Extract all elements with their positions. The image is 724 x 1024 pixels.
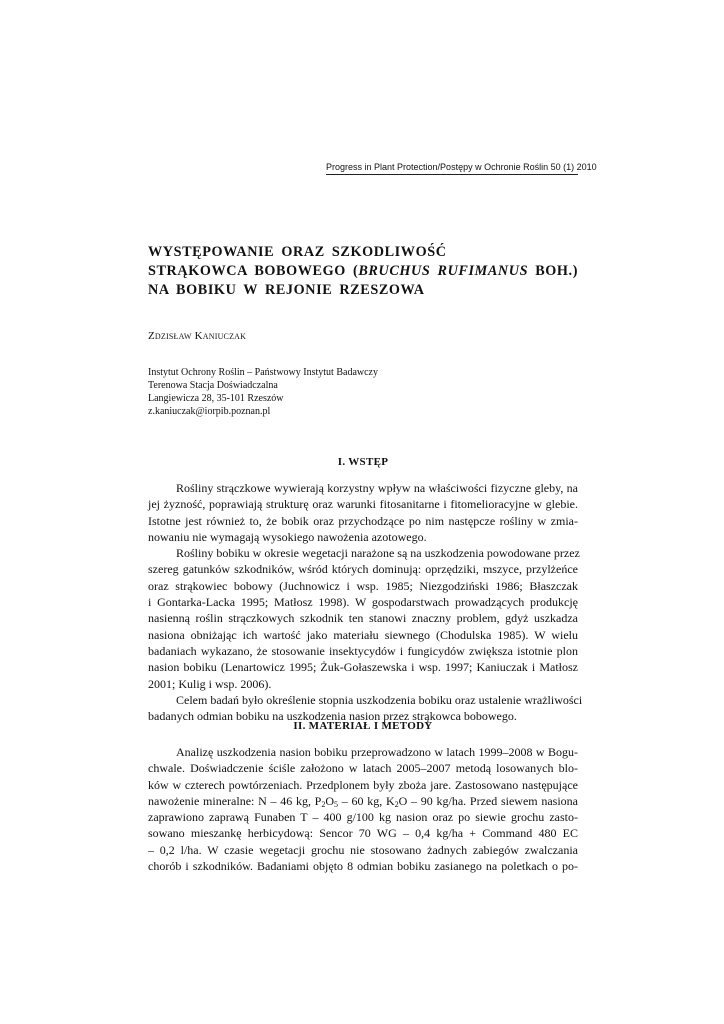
text-line: Istotne jest również to, że bobik oraz przychodzące po nim następcze rośliny w zmia- [148,513,578,528]
text-line: nasion bobiku (Lenartowicz 1995; Żuk-Gołaszewska i wsp. 1997; Kaniuczak i Matłosz [148,660,578,675]
text-line-fertilization: nawożenie mineralne: N – 46 kg, $P_2O_5 - 60$ kg, $K_2O - 90$ kg/ha. Przed siewem nasiona [148,793,578,809]
text-line: i Gontarka-Lacka 1995; Matłosz 1998). W gospodarstwach prowadzących produkcję [148,595,578,610]
section-heading-methods: II. MATERIAŁ I METODY [293,720,433,732]
text-line: Rośliny strączkowe wywierają korzystny wpływ na właściwości fizyczne gleby, na [176,481,578,495]
section-heading-introduction: I. WSTĘP [337,456,389,468]
methods-text [148,744,578,874]
text-line: nasiona obniżając ich wartość jako materiału siewnego (Chodulska 1985). W wielu [148,627,578,642]
introduction-text [148,480,583,724]
paragraph [148,545,578,692]
text-line: ków w czterech powtórzeniach. Przedplonem były zboża jare. Zastosowano następujące [148,777,578,792]
text-line: Rośliny bobiku w okresie wegetacji narażone są na uszkodzenia powodowane przez [176,546,580,561]
text-line: chorób i szkodników. Badaniami objęto 8 odmian bobiku zasianego na poletkach o po- [148,859,578,874]
paragraph [148,480,578,545]
text-line: 2001; Kulig i wsp. 2006). [148,676,272,691]
title-line-2: STRĄKOWCA BOBOWEGO (BRUCHUS RUFIMANUS BOH.) [148,263,579,279]
author-email: z.kaniuczak@iorpib.poznan.pl [148,406,271,417]
text-line: Celem badań było określenie stopnia uszkodzenia bobiku oraz ustalenie wrażliwości [176,692,583,707]
text-line: badaniach wykazano, że stosowanie insektycydów i fungicydów zwiększa istotnie plon [148,643,578,658]
text-line: chwale. Doświadczenie ściśle założono w latach 2005–2007 metodą losowanych blo- [148,761,578,776]
text-line: oraz strąkowiec bobowy (Juchnowicz i wsp. 1985; Niezgodziński 1986; Błaszczak [148,578,578,593]
affiliation-address: Langiewicza 28, 35-101 Rzeszów [148,393,284,404]
author-name: Zdzisław Kaniuczak [148,330,247,342]
text-line: szereg gatunków szkodników, wśród których dominują: oprzędziki, mszyce, przylżeńce [148,562,578,577]
article-title [148,243,588,300]
affiliation-institute: Instytut Ochrony Roślin – Państwowy Instytut Badawczy [148,367,378,378]
text-line: sowano mieszankę herbicydową: Sencor 70 WG – 0,4 kg/ha + Command 480 EC [148,826,578,841]
text-line: jej żyzność, poprawiają strukturę oraz warunki fitosanitarne i fitomelioracyjne w glebie. [148,497,578,512]
text-line: zaprawiono zaprawą Funaben T – 400 g/100 kg nasion oraz po siewie grochu zasto- [148,810,578,825]
text-line: badanych odmian bobiku na uszkodzenia nasion przez strąkowca bobowego. [148,709,517,724]
author-affiliation [148,366,378,418]
text-line: nasienną roślin strączkowych szkodnik ten stanowi znaczny problem, gdyż uszkadza [148,611,578,626]
title-line-1: WYSTĘPOWANIE ORAZ SZKODLIWOŚĆ [148,244,447,260]
title-line-3: NA BOBIKU W REJONIE RZESZOWA [148,282,425,298]
species-name: BRUCHUS RUFIMANUS [358,263,529,279]
running-head: Progress in Plant Protection/Postępy w Ochronie Roślin 50 (1) 2010 [326,162,578,175]
paragraph [148,744,578,874]
text-line: – 0,2 l/ha. W czasie wegetacji grochu nie stosowano żadnych zabiegów zwalczania [148,842,578,857]
text-line: Analizę uszkodzenia nasion bobiku przeprowadzono w latach 1999–2008 w Bogu- [176,745,578,759]
text-line: nowaniu nie wymagają wysokiego nawożenia azotowego. [148,529,427,544]
affiliation-station: Terenowa Stacja Doświadczalna [148,380,278,391]
